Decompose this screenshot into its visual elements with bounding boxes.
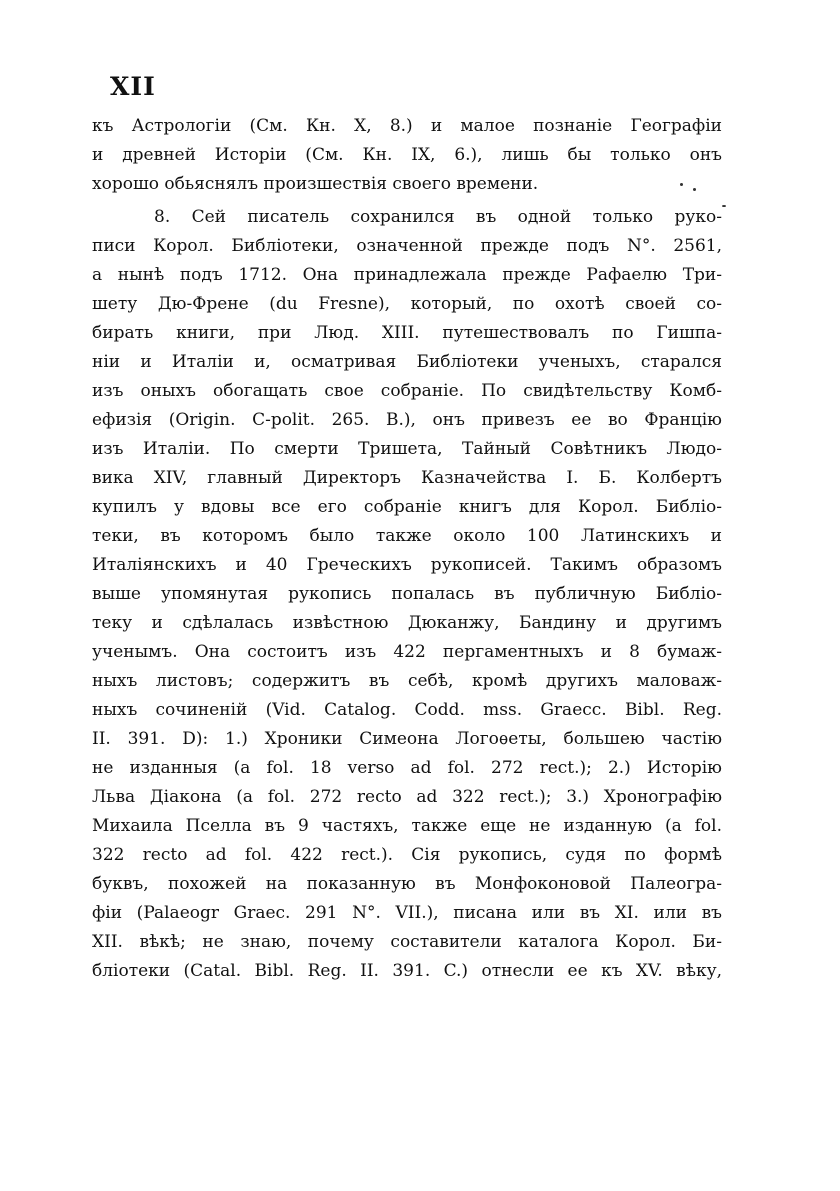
text-line: бліотеки (Catal. Bibl. Reg. II. 391. C.) отнесли ее къ XV. вѣку,: [92, 961, 722, 981]
text-line: Льва Діакона (a fol. 272 recto ad 322 rect.); 3.) Хронографію: [92, 787, 722, 807]
text-line: вика XIV, главный Директоръ Казначейства I. Б. Колбертъ: [92, 468, 722, 488]
text-line: Италіянскихъ и 40 Греческихъ рукописей. Такимъ образомъ: [92, 555, 722, 575]
text-line: ныхъ листовъ; содержитъ въ себѣ, кромѣ другихъ маловаж-: [92, 671, 722, 691]
text-line: изъ Италіи. По смерти Тришета, Тайный Совѣтникъ Людо-: [92, 439, 722, 459]
text-line: хорошо обьяснялъ произшествія своего времени.: [92, 174, 539, 194]
text-line: выше упомянутая рукопись попалась въ публичную Библіо-: [92, 584, 722, 604]
text-line: Михаила Пселла въ 9 частяхъ, также еще не изданную (a fol.: [92, 816, 722, 836]
text-line: а нынѣ подъ 1712. Она принадлежала прежде Рафаелю Три-: [92, 265, 722, 285]
ink-speck: [680, 183, 683, 186]
text-line: теку и сдѣлалась извѣстною Дюканжу, Бандину и другимъ: [92, 613, 722, 633]
text-line: бирать книги, при Люд. XIII. путешествовалъ по Гишпа-: [92, 323, 722, 343]
text-line: XII. вѣкѣ; не знаю, почему составители каталога Корол. Би-: [92, 932, 722, 952]
text-line: теки, въ которомъ было также около 100 Латинскихъ и: [92, 526, 722, 546]
text-line: ефизія (Origin. C-polit. 265. B.), онъ привезъ ее во Францію: [92, 410, 722, 430]
ink-speck: [722, 205, 726, 207]
text-line: къ Астрологіи (См. Кн. X, 8.) и малое познаніе Географіи: [92, 116, 722, 136]
text-line: ніи и Италіи и, осматривая Библіотеки ученыхъ, старался: [92, 352, 722, 372]
page-number: XII: [110, 72, 156, 101]
text-line: ныхъ сочиненій (Vid. Catalog. Codd. mss. Graecc. Bibl. Reg.: [92, 700, 722, 720]
text-line: буквъ, похожей на показанную въ Монфоконовой Палеогра-: [92, 874, 722, 894]
text-line: 8. Сей писатель сохранился въ одной только руко-: [154, 207, 722, 227]
text-line: и древней Исторіи (См. Кн. IX, 6.), лишь бы только онъ: [92, 145, 722, 165]
text-line: фіи (Palaeogr Graec. 291 N°. VII.), писана или въ XI. или въ: [92, 903, 722, 923]
text-line: 322 recto ad fol. 422 rect.). Сія рукопись, судя по формѣ: [92, 845, 722, 865]
text-line: ученымъ. Она состоитъ изъ 422 пергаментныхъ и 8 бумаж-: [92, 642, 722, 662]
text-line: II. 391. D): 1.) Хроники Симеона Логоѳеты, большею частію: [92, 729, 722, 749]
text-line: купилъ у вдовы все его собраніе книгъ для Корол. Библіо-: [92, 497, 722, 517]
text-line: не изданныя (a fol. 18 verso ad fol. 272 rect.); 2.) Исторію: [92, 758, 722, 778]
text-line: изъ оныхъ обогащать свое собраніе. По свидѣтельству Комб-: [92, 381, 722, 401]
text-line: писи Корол. Библіотеки, означенной прежде подъ N°. 2561,: [92, 236, 722, 256]
ink-speck: [693, 188, 696, 191]
text-line: шету Дю-Френе (du Fresne), который, по охотѣ своей со-: [92, 294, 722, 314]
